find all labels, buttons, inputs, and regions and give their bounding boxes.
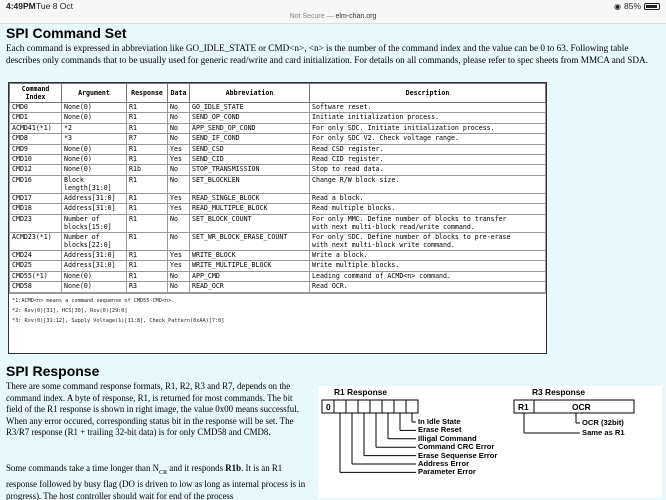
table-row xyxy=(10,165,546,175)
table-cell: APP_SEND_OP_COND xyxy=(190,123,310,133)
table-cell: Read a block. xyxy=(310,193,546,203)
table-cell: SEND_OP_COND xyxy=(190,113,310,123)
battery-icon xyxy=(644,3,660,10)
table-cell: Yes xyxy=(168,193,190,203)
table-row xyxy=(10,144,546,154)
table-cell: No xyxy=(168,134,190,144)
table-cell: R1 xyxy=(127,103,168,113)
table-cell: Software reset. xyxy=(310,103,546,113)
table-cell: R1 xyxy=(127,251,168,261)
r1-bit-label: In Idle State xyxy=(418,417,461,426)
table-cell: None(0) xyxy=(62,144,127,154)
table-cell: For only SDC. Define number of blocks to pre-erase with next multi-block write command. xyxy=(310,232,546,250)
table-row xyxy=(10,251,546,261)
table-cell: CMD18 xyxy=(10,204,62,214)
table-cell: No xyxy=(168,103,190,113)
clock: 4:49PM xyxy=(6,1,36,11)
table-row xyxy=(10,123,546,133)
table-cell: CMD17 xyxy=(10,193,62,203)
table-row xyxy=(10,113,546,123)
table-cell: Yes xyxy=(168,144,190,154)
intro-paragraph: Each command is expressed in abbreviation like GO_IDLE_STATE or CMD<n>, <n> is the number of the command index and the value can be 0 to 63. Following table describes only commands that to be usually used for generic read/write and card initialization. For details on all commands, please refer to spec sheets from MMCA and SDA. xyxy=(6,43,648,65)
table-cell: WRITE_BLOCK xyxy=(190,251,310,261)
table-cell: CMD16 xyxy=(10,175,62,193)
table-cell: SET_WR_BLOCK_ERASE_COUNT xyxy=(190,232,310,250)
table-cell: SEND_CID xyxy=(190,154,310,164)
table-cell: R7 xyxy=(127,134,168,144)
table-cell: Read OCR. xyxy=(310,282,546,292)
table-cell: SEND_IF_COND xyxy=(190,134,310,144)
table-cell: CMD58 xyxy=(10,282,62,292)
table-cell: R1 xyxy=(127,113,168,123)
table-cell: R1 xyxy=(127,175,168,193)
table-cell: For only MMC. Define number of blocks to transfer with next multi-block read/write command. xyxy=(310,214,546,232)
table-cell: Read CSD register. xyxy=(310,144,546,154)
r1-bit-label: Parameter Error xyxy=(418,467,476,477)
r3-r1-label: R1 xyxy=(518,402,529,412)
security-label: Not Secure — xyxy=(289,13,334,20)
table-row xyxy=(10,214,546,232)
table-cell: Read CID register. xyxy=(310,154,546,164)
table-cell: CMD8 xyxy=(10,134,62,144)
table-header-cell: Argument xyxy=(62,84,127,103)
table-header-cell: Description xyxy=(310,84,546,103)
table-cell: No xyxy=(168,232,190,250)
table-header-cell: Command Index xyxy=(10,84,62,103)
wifi-icon: ◉ xyxy=(614,1,621,11)
table-cell: WRITE_MULTIPLE_BLOCK xyxy=(190,261,310,271)
table-cell: Initiate initialization process. xyxy=(310,113,546,123)
response-diagram xyxy=(318,386,662,498)
table-cell: GO_IDLE_STATE xyxy=(190,103,310,113)
table-note: *2: Rsv(0)[31], HCS[30], Rsv(0)[29:0] xyxy=(12,307,128,314)
table-cell: None(0) xyxy=(62,165,127,175)
p2-sub: CR xyxy=(159,469,168,476)
table-cell: *3 xyxy=(62,134,127,144)
table-cell: Write a block. xyxy=(310,251,546,261)
r1-bit-label: Erase Reset xyxy=(418,425,462,435)
r3-title: R3 Response xyxy=(532,387,586,397)
response-paragraph-2 xyxy=(6,463,310,500)
status-bar xyxy=(0,0,666,13)
table-row xyxy=(10,232,546,250)
table-row xyxy=(10,103,546,113)
table-cell: Address[31:0] xyxy=(62,261,127,271)
p2-text-b: and it responds xyxy=(167,463,226,473)
table-cell: Change R/W block size. xyxy=(310,175,546,193)
table-header-cell: Response xyxy=(127,84,168,103)
table-cell: R1 xyxy=(127,271,168,281)
table-cell: CMD12 xyxy=(10,165,62,175)
table-cell: R1 xyxy=(127,232,168,250)
table-cell: None(0) xyxy=(62,154,127,164)
table-cell: R1 xyxy=(127,261,168,271)
table-cell: SET_BLOCK_COUNT xyxy=(190,214,310,232)
table-row xyxy=(10,175,546,193)
table-row xyxy=(10,282,546,292)
table-cell: READ_SINGLE_BLOCK xyxy=(190,193,310,203)
table-cell: SET_BLOCKLEN xyxy=(190,175,310,193)
table-notes xyxy=(9,293,546,328)
table-cell: R3 xyxy=(127,282,168,292)
table-header-row xyxy=(10,84,546,103)
table-note: *3: Rsv(0)[31:12], Supply Voltage(1)[11:8], Check Pattern(0xAA)[7:0] xyxy=(12,317,225,324)
table-cell: R1 xyxy=(127,144,168,154)
table-cell: CMD1 xyxy=(10,113,62,123)
table-cell: R1 xyxy=(127,214,168,232)
table-cell: Write multiple blocks. xyxy=(310,261,546,271)
table-header-cell: Abbreviation xyxy=(190,84,310,103)
r3-ocr-label: OCR xyxy=(572,402,591,412)
table-row xyxy=(10,154,546,164)
table-cell: CMD0 xyxy=(10,103,62,113)
table-body xyxy=(10,103,546,293)
domain-label: elm-chan.org xyxy=(335,13,377,20)
table-cell: Address[31:0] xyxy=(62,204,127,214)
page-title: SPI Command Set xyxy=(6,25,127,41)
table-cell: R1 xyxy=(127,154,168,164)
response-paragraph-1: There are some command response formats, R1, R2, R3 and R7, depends on the command index. A byte of response, R1, is returned for most commands. The bit field of the R1 response is shown in right image, the value 0x00 means successful. When any error occured, corresponding status bit in the response will be set. The R3/R7 response (R1 + trailing 32-bit data) is for only CMD58 and CMD8. xyxy=(6,381,299,438)
table-cell: R1 xyxy=(127,204,168,214)
status-indicators xyxy=(614,1,660,11)
table-row xyxy=(10,204,546,214)
table-cell: No xyxy=(168,123,190,133)
r1-bit-label: Command CRC Error xyxy=(418,442,495,452)
r1-bit-label: Erase Sequense Error xyxy=(418,450,498,460)
r1-bit-label: Address Error xyxy=(418,459,470,468)
table-cell: CMD24 xyxy=(10,251,62,261)
r3-note-ocr: OCR (32bit) xyxy=(582,418,624,427)
table-cell: Leading command of ACMD<n> command. xyxy=(310,271,546,281)
table-cell: No xyxy=(168,271,190,281)
table-cell: Yes xyxy=(168,251,190,261)
table-cell: Number of blocks[15:0] xyxy=(62,214,127,232)
table-cell: Yes xyxy=(168,204,190,214)
r3-note-r1: Same as R1 xyxy=(582,428,625,437)
section-title-spi-response: SPI Response xyxy=(6,363,100,379)
table-cell: For only SDC. Initiate initialization process. xyxy=(310,123,546,133)
table-cell: *2 xyxy=(62,123,127,133)
table-cell: Read multiple blocks. xyxy=(310,204,546,214)
table-cell: No xyxy=(168,165,190,175)
table-header-cell: Data xyxy=(168,84,190,103)
table-cell: READ_MULTIPLE_BLOCK xyxy=(190,204,310,214)
table-cell: R1b xyxy=(127,165,168,175)
table-cell: No xyxy=(168,175,190,193)
date: Tue 8 Oct xyxy=(36,1,74,11)
table-cell: CMD10 xyxy=(10,154,62,164)
table-cell: No xyxy=(168,214,190,232)
table-cell: None(0) xyxy=(62,103,127,113)
table-cell: CMD23 xyxy=(10,214,62,232)
table-cell: R1 xyxy=(127,193,168,203)
table-cell: Block length[31:0] xyxy=(62,175,127,193)
table-cell: None(0) xyxy=(62,113,127,123)
p2-bold: R1b xyxy=(225,463,242,473)
p2-text-c: . It is an R1 response followed by busy flag (DO is driven to low as long as internal process is in progress). The host controller should wait for end of the process xyxy=(6,463,306,500)
table-cell: CMD55(*1) xyxy=(10,271,62,281)
r1-title: R1 Response xyxy=(334,387,388,397)
table-cell: No xyxy=(168,113,190,123)
table-cell: ACMD23(*1) xyxy=(10,232,62,250)
table-cell: Number of blocks[22:0] xyxy=(62,232,127,250)
command-table xyxy=(8,82,547,354)
battery-percent: 85% xyxy=(623,1,641,11)
table-cell: STOP_TRANSMISSION xyxy=(190,165,310,175)
table-cell: No xyxy=(168,282,190,292)
table-cell: R1 xyxy=(127,123,168,133)
table-cell: CMD9 xyxy=(10,144,62,154)
table-cell: READ_OCR xyxy=(190,282,310,292)
p2-text-a: Some commands take a time longer than N xyxy=(6,463,160,473)
table-row xyxy=(10,271,546,281)
table-cell: ACMD41(*1) xyxy=(10,123,62,133)
table-row xyxy=(10,134,546,144)
table-note: *1:ACMD<n> means a command sequense of CMD55-CMD<n>. xyxy=(12,297,175,304)
table-cell: CMD25 xyxy=(10,261,62,271)
table-cell: None(0) xyxy=(62,282,127,292)
table-cell: Yes xyxy=(168,261,190,271)
address-bar[interactable] xyxy=(0,13,666,24)
r1-bit7-label: 0 xyxy=(326,402,331,412)
table-cell: SEND_CSD xyxy=(190,144,310,154)
table-cell: APP_CMD xyxy=(190,271,310,281)
r1-bit-label: Illigal Command xyxy=(418,433,477,443)
table-row xyxy=(10,261,546,271)
table-cell: For only SDC V2. Check voltage range. xyxy=(310,134,546,144)
table-cell: Stop to read data. xyxy=(310,165,546,175)
table-row xyxy=(10,193,546,203)
table-cell: Address[31:0] xyxy=(62,193,127,203)
table-cell: None(0) xyxy=(62,271,127,281)
table-cell: Yes xyxy=(168,154,190,164)
table-cell: Address[31:0] xyxy=(62,251,127,261)
